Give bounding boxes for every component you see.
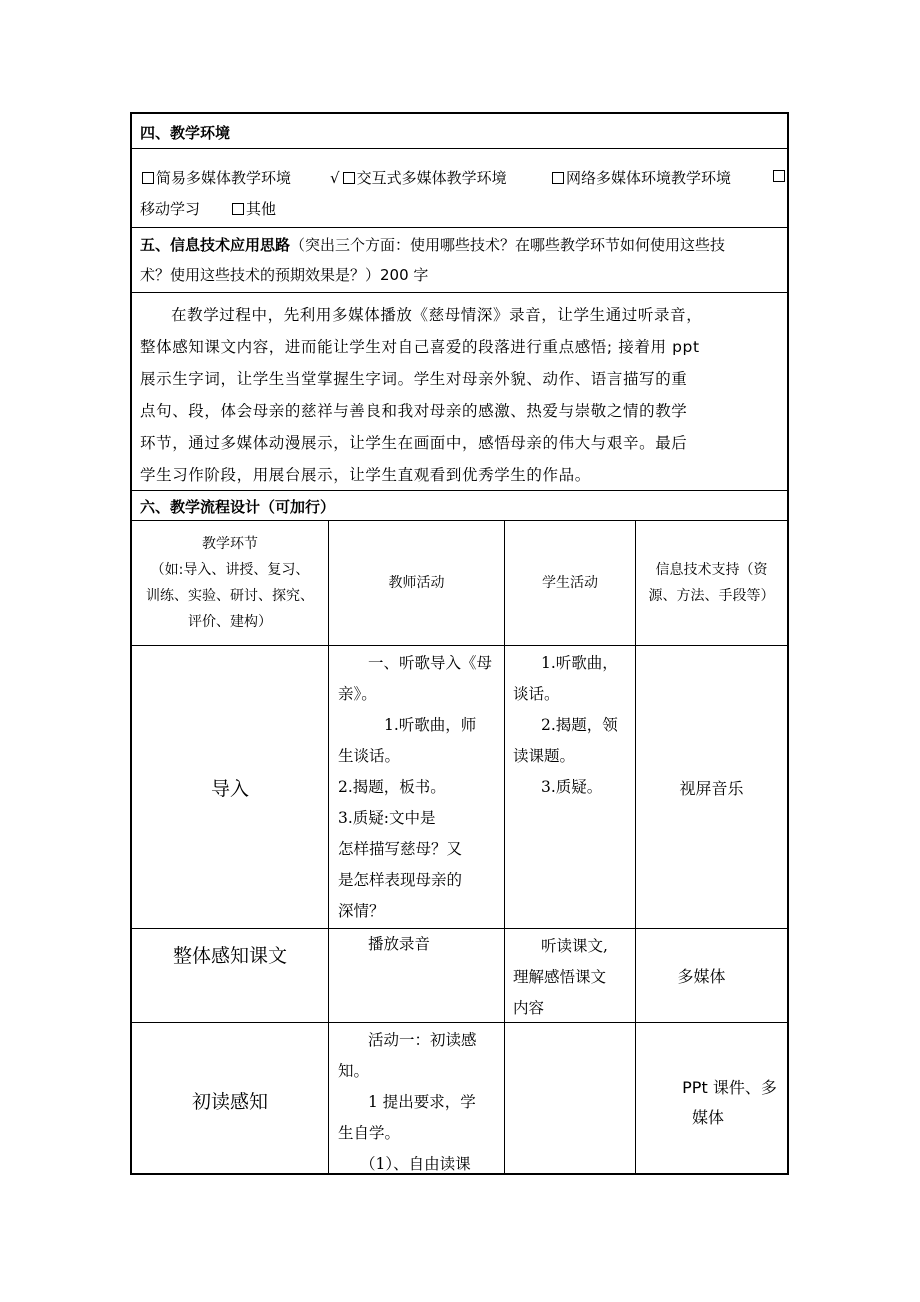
paragraph-line: 学生习作阶段，用展台展示，让学生直观看到优秀学生的作品。 [140,466,591,484]
teacher-line: 播放录音 [368,935,431,953]
option-mobile-checkbox[interactable] [773,167,787,185]
header-stage-line: 教学环节 [202,536,258,552]
tech-line: PPt 课件、多 [682,1078,777,1097]
tech-support [652,1073,787,1133]
student-line: 理解感悟课文 [513,968,607,986]
section5-heading-row [132,228,787,293]
teacher-line: 3.质疑:文中是 [338,809,436,827]
teacher-line: 怎样描写慈母？又 [338,840,463,858]
student-line: 谈话。 [513,685,560,703]
flow-row [132,646,787,929]
student-line: 2.揭题，领 [541,716,618,734]
section5-heading-line1 [140,230,781,260]
checkbox-unchecked-icon[interactable] [142,172,154,184]
option-label: 网络多媒体环境教学环境 [566,169,732,187]
student-activity [513,648,633,803]
stage-name: 导入 [210,777,249,800]
teacher-line: 深情？ [338,902,385,920]
checkmark-icon: √ [330,169,340,187]
header-stage-line: 训练、实验、研讨、探究、 [146,588,314,604]
teacher-activity [338,1025,500,1180]
option-simple-multimedia[interactable] [142,167,291,188]
header-tech-line: 信息技术支持（资 [655,562,768,578]
section6-heading-row [132,491,787,521]
teacher-line: 活动一：初读感 [368,1031,477,1049]
option-label: 移动学习 [140,200,201,218]
flow-row [132,929,787,1023]
student-line: 1.听歌曲， [541,654,618,672]
tech-support: 视屏音乐 [679,778,744,798]
teacher-line: 是怎样表现母亲的 [338,871,463,889]
student-line: 读课题。 [513,747,576,765]
paragraph-line: 环节，通过多媒体动漫展示，让学生在画面中，感悟母亲的伟大与艰辛。最后 [140,434,688,452]
section4-title: 四、教学环境 [140,124,231,142]
header-teacher: 教师活动 [388,575,445,591]
option-network-multimedia[interactable] [552,167,731,188]
section5-note-1: （突出三个方面：使用哪些技术？在哪些教学环节如何使用这些技 [290,236,726,254]
stage-name: 初读感知 [191,1090,268,1113]
header-student: 学生活动 [542,575,598,591]
checkbox-unchecked-icon[interactable] [232,203,244,215]
flow-header-row [132,521,787,646]
lesson-plan-table [130,112,789,1175]
flow-table [132,521,787,1173]
option-label: 其他 [246,200,277,218]
header-stage-line: （如:导入、讲授、复习、 [150,562,310,578]
option-mobile-learning[interactable] [140,198,200,219]
teacher-line: 生谈话。 [338,747,401,765]
tech-support: 多媒体 [677,967,726,986]
stage-name: 整体感知课文 [172,944,287,967]
checkbox-unchecked-icon[interactable] [773,170,785,182]
section4-options-row [132,149,787,228]
paragraph-line: 展示生字词，让学生当堂掌握生字词。学生对母亲外貌、动作、语言描写的重 [140,370,688,388]
header-stage [132,521,328,645]
section5-title: 五、信息技术应用思路 [140,236,291,254]
header-tech-line: 源、方法、手段等） [648,588,775,604]
student-line: 听读课文, [541,937,608,955]
checkbox-unchecked-icon[interactable] [552,172,564,184]
teacher-line: 一、听歌导入《母 [368,654,493,672]
option-label: 交互式多媒体教学环境 [356,169,507,187]
tech-line: 媒体 [692,1108,725,1127]
student-activity [513,931,635,1024]
flow-row [132,1023,787,1173]
paragraph-line: 整体感知课文内容，进而能让学生对自己喜爱的段落进行重点感悟; 接着用 ppt [140,338,700,356]
teacher-line: 1.听歌曲，师 [384,716,477,734]
header-stage-line: 评价、建构） [188,614,272,630]
option-other[interactable] [232,198,276,219]
section5-note-2: 术？使用这些技术的预期效果是？）200 字 [140,266,429,284]
paragraph-line: 点句、段，体会母亲的慈祥与善良和我对母亲的感激、热爱与崇敬之情的教学 [140,402,688,420]
section4-heading-row [132,114,787,149]
header-tech [636,521,787,645]
option-label: 简易多媒体教学环境 [156,169,292,187]
teacher-activity [338,648,500,927]
section6-title: 六、教学流程设计（可加行） [140,498,336,516]
teacher-line: （1）、自由读课 [360,1155,471,1173]
checkbox-icon[interactable] [343,172,355,184]
teacher-line: 生自学。 [338,1124,401,1142]
teacher-activity [338,929,500,960]
option-interactive-multimedia[interactable] [330,167,507,188]
paragraph-line: 在教学过程中，先利用多媒体播放《慈母情深》录音，让学生通过听录音， [171,306,703,324]
teacher-line: 2.揭题，板书。 [338,778,446,796]
teacher-line: 知。 [338,1062,370,1080]
teacher-line: 亲》。 [338,685,377,703]
teacher-line: 1 提出要求，学 [368,1093,476,1111]
student-line: 内容 [513,999,545,1017]
section5-paragraph [132,293,787,491]
student-line: 3.质疑。 [541,778,603,796]
